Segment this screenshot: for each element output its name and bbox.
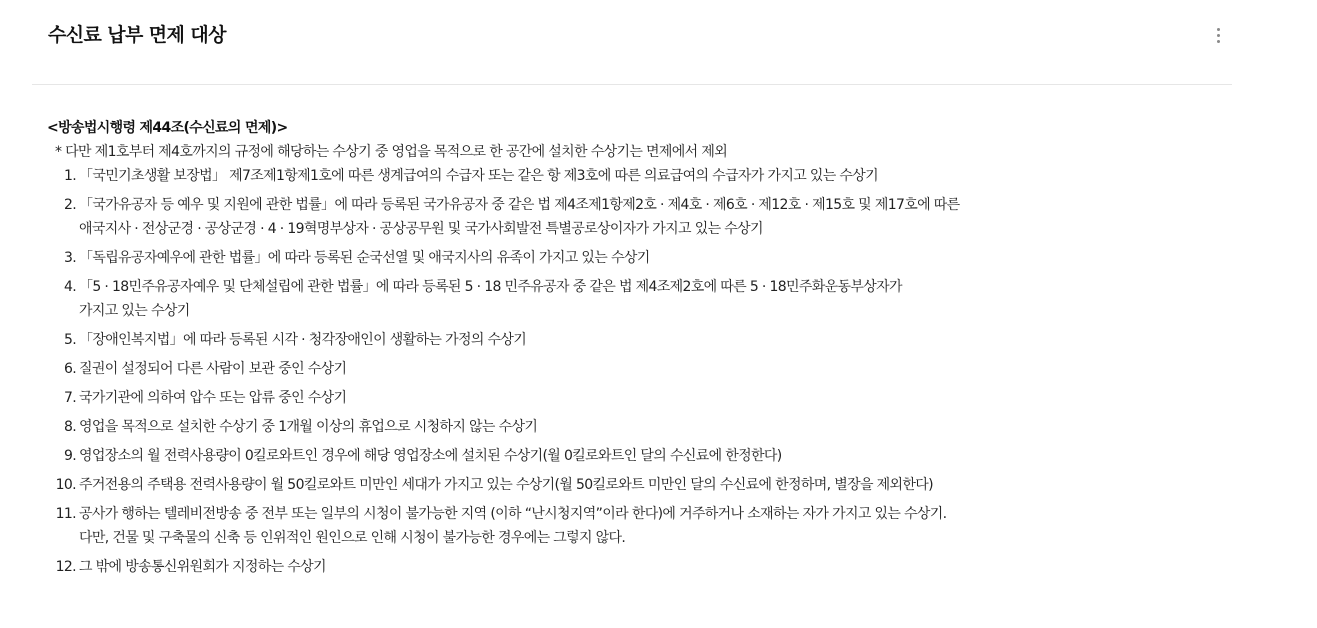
list-item-text [79, 555, 1287, 579]
list-item [47, 193, 1287, 241]
list-item-line: 질권이 설정되어 다른 사람이 보관 중인 수상기 [79, 361, 347, 377]
list-item-line: 국가기관에 의하여 압수 또는 압류 중인 수상기 [79, 390, 347, 406]
list-item [47, 444, 1287, 468]
list-item-line: 「5 · 18민주유공자예우 및 단체설립에 관한 법률」에 따라 등록된 5 · 18 민주유공자 중 같은 법 제4조제2호에 따른 5 · 18민주화운동부상자가 [79, 279, 902, 295]
list-item [47, 415, 1287, 439]
list-item [47, 275, 1287, 323]
list-item-text [79, 357, 1287, 381]
list-item [47, 386, 1287, 410]
list-item-line: 영업장소의 월 전력사용량이 0킬로와트인 경우에 해당 영업장소에 설치된 수상기(월 0킬로와트인 달의 수신료에 한정한다) [79, 448, 782, 464]
list-item [47, 357, 1287, 381]
list-item-number: 5. [63, 332, 76, 348]
exemption-note: * 다만 제1호부터 제4호까지의 규정에 해당하는 수상기 중 영업을 목적으로 한 공간에 설치한 수상기는 면제에서 제외 [55, 144, 728, 160]
list-item-text [79, 275, 1287, 323]
list-item-number: 6. [63, 361, 76, 377]
list-item-number: 3. [63, 250, 76, 266]
list-item [47, 246, 1287, 270]
list-item [47, 555, 1287, 579]
list-item-text [79, 328, 1287, 352]
list-item-line: 애국지사 · 전상군경 · 공상군경 · 4 · 19혁명부상자 · 공상공무원 및 국가사회발전 특별공로상이자가 가지고 있는 수상기 [79, 221, 763, 237]
list-item-number: 10. [55, 477, 76, 493]
list-item-number: 1. [63, 168, 76, 184]
list-item-number: 2. [63, 197, 76, 213]
more-options-button[interactable] [1208, 22, 1228, 48]
list-item-line: 가지고 있는 수상기 [79, 303, 190, 319]
list-item [47, 164, 1287, 188]
page-title: 수신료 납부 면제 대상 [48, 24, 226, 46]
list-item-text [79, 473, 1287, 497]
list-item-text [79, 164, 1287, 188]
list-item-number: 4. [63, 279, 76, 295]
law-title: <방송법시행령 제44조(수신료의 면제)> [47, 120, 288, 136]
list-item-number: 12. [55, 559, 76, 575]
list-item-line: 그 밖에 방송통신위원회가 지정하는 수상기 [79, 559, 326, 575]
list-item-number: 9. [63, 448, 76, 464]
more-vertical-icon [1217, 28, 1220, 31]
list-item-number: 8. [63, 419, 76, 435]
list-item-text [79, 386, 1287, 410]
list-item-text [79, 444, 1287, 468]
list-item-line: 다만, 건물 및 구축물의 신축 등 인위적인 원인으로 인해 시청이 불가능한 경우에는 그렇지 않다. [79, 530, 626, 546]
list-item-line: 「장애인복지법」에 따라 등록된 시각 · 청각장애인이 생활하는 가정의 수상기 [79, 332, 527, 348]
list-item-text [79, 415, 1287, 439]
list-item-line: 「독립유공자예우에 관한 법률」에 따라 등록된 순국선열 및 애국지사의 유족이 가지고 있는 수상기 [79, 250, 650, 266]
list-item-text [79, 502, 1287, 550]
section-header [32, 0, 1232, 85]
list-item-line: 영업을 목적으로 설치한 수상기 중 1개월 이상의 휴업으로 시청하지 않는 수상기 [79, 419, 538, 435]
content-body [47, 116, 1287, 584]
list-item-line: 주거전용의 주택용 전력사용량이 월 50킬로와트 미만인 세대가 가지고 있는 수상기(월 50킬로와트 미만인 달의 수신료에 한정하며, 별장을 제외한다) [79, 477, 933, 493]
exemption-list [47, 164, 1287, 579]
list-item-text [79, 246, 1287, 270]
list-item-number: 11. [55, 506, 76, 522]
list-item-line: 「국가유공자 등 예우 및 지원에 관한 법률」에 따라 등록된 국가유공자 중 같은 법 제4조제1항제2호 · 제4호 · 제6호 · 제12호 · 제15호 및 제17호에 따른 [79, 197, 960, 213]
list-item-number: 7. [63, 390, 76, 406]
list-item [47, 328, 1287, 352]
list-item [47, 473, 1287, 497]
list-item [47, 502, 1287, 550]
list-item-line: 공사가 행하는 텔레비전방송 중 전부 또는 일부의 시청이 불가능한 지역 (이하 “난시청지역”이라 한다)에 거주하거나 소재하는 자가 가지고 있는 수상기. [79, 506, 947, 522]
list-item-line: 「국민기초생활 보장법」 제7조제1항제1호에 따른 생계급여의 수급자 또는 같은 항 제3호에 따른 의료급여의 수급자가 가지고 있는 수상기 [79, 168, 879, 184]
list-item-text [79, 193, 1287, 241]
